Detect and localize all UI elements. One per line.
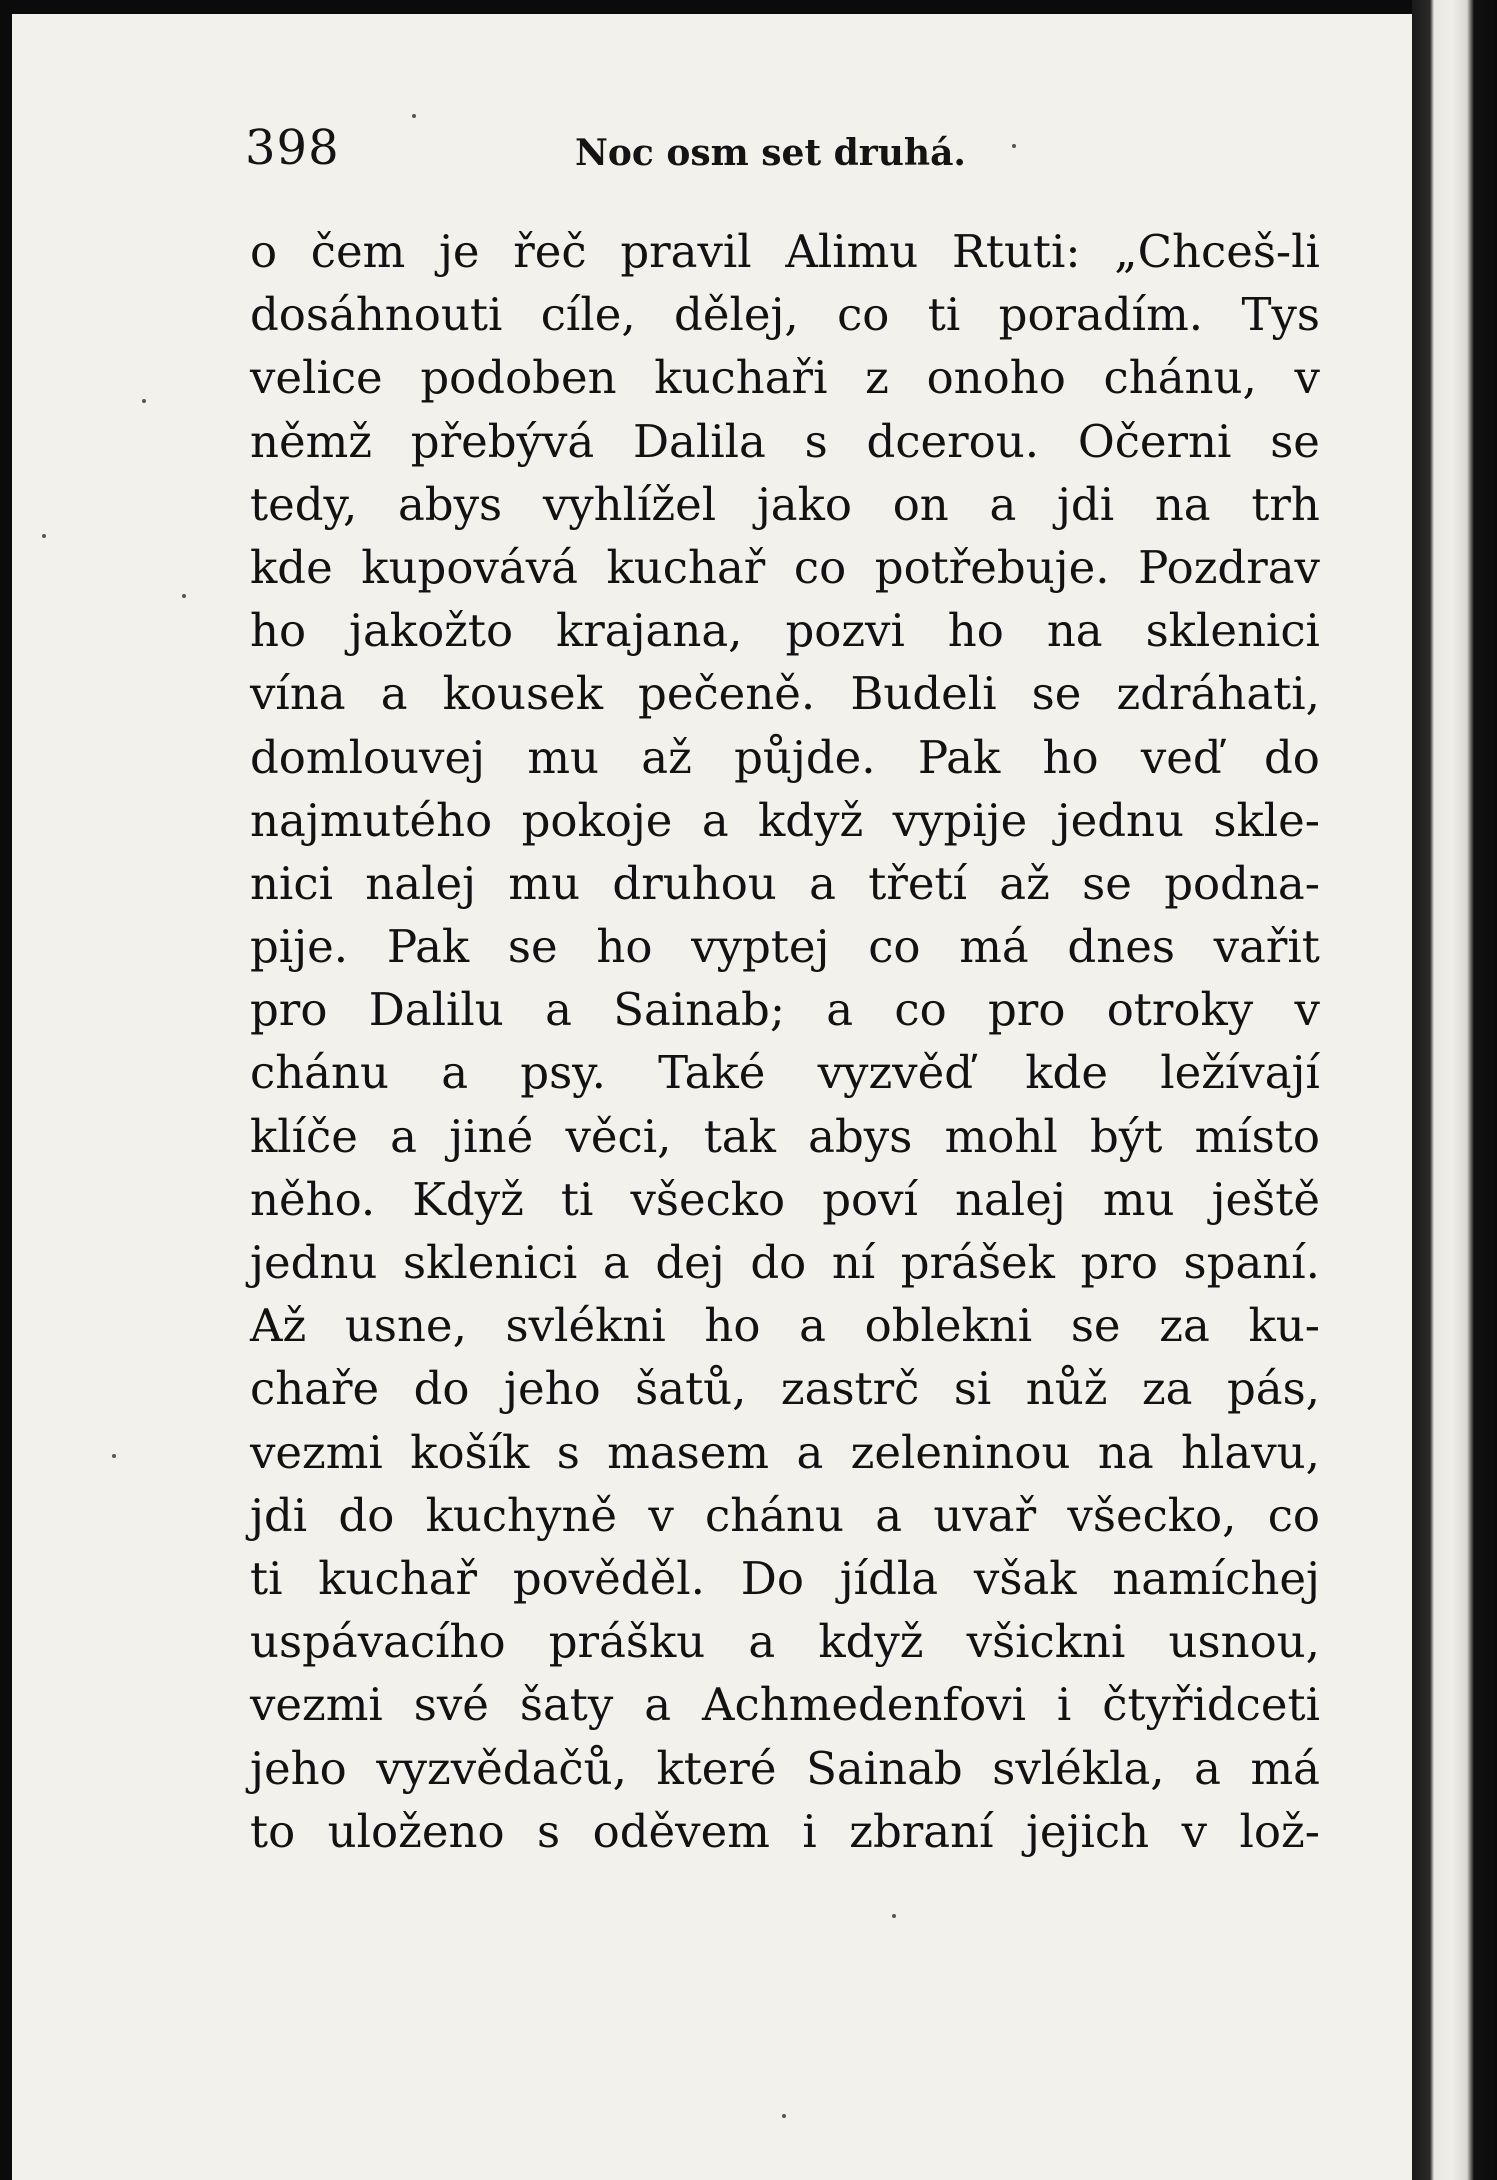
word: uloženo — [327, 1804, 505, 1858]
word: do — [413, 1362, 470, 1416]
word: lož- — [1239, 1804, 1320, 1858]
word: dělej, — [674, 288, 799, 342]
word: chánu, — [1103, 351, 1257, 405]
paper-speck — [1012, 144, 1016, 148]
word: čtyřidceti — [1102, 1678, 1320, 1732]
word: pověděl. — [512, 1551, 705, 1605]
word: Sainab — [806, 1741, 963, 1795]
word: masem — [607, 1425, 770, 1479]
word: ho — [704, 1299, 761, 1353]
word: má — [959, 920, 1029, 974]
word: nalej — [955, 1172, 1066, 1226]
word: ní — [831, 1236, 876, 1289]
word: kuchař — [606, 540, 766, 594]
word: Tys — [1241, 288, 1320, 342]
text-line — [250, 1168, 1320, 1231]
text-line — [250, 1357, 1320, 1420]
word: krajana, — [555, 604, 743, 658]
word: tak — [703, 1109, 776, 1163]
word: jdi — [1056, 477, 1115, 531]
word: které — [656, 1741, 777, 1795]
word: ku- — [1248, 1299, 1320, 1353]
word: se — [1031, 667, 1082, 721]
word: klíče — [250, 1109, 358, 1163]
text-line — [250, 662, 1320, 725]
word: a — [796, 1425, 824, 1479]
word: poradím. — [998, 288, 1204, 342]
word: on — [892, 477, 949, 531]
word: a — [545, 983, 572, 1037]
word: je — [438, 225, 480, 278]
word: chaře — [250, 1362, 380, 1416]
word: za — [1141, 1362, 1193, 1416]
word: Dalilu — [368, 983, 504, 1037]
word: Pak — [917, 730, 1001, 784]
word: ještě — [1211, 1172, 1320, 1226]
word: kde — [250, 540, 333, 594]
word: Sainab; — [613, 983, 786, 1037]
word: pokoje — [521, 793, 673, 847]
word: velice — [250, 351, 383, 405]
paper-speck — [182, 594, 186, 598]
word: zdráhati, — [1116, 667, 1320, 721]
word: třetí — [868, 856, 967, 910]
word: co — [1267, 1488, 1320, 1542]
word: jako — [756, 477, 852, 531]
word: usne, — [344, 1299, 467, 1353]
word: pije. — [250, 920, 349, 974]
word: a — [701, 793, 729, 847]
word: a — [602, 1236, 630, 1289]
word: Když — [412, 1172, 524, 1226]
word: veď — [1140, 730, 1222, 784]
word: šaty — [519, 1678, 614, 1732]
word: mu — [508, 856, 581, 910]
text-line — [250, 1484, 1320, 1547]
word: do — [750, 1236, 807, 1289]
word: dnes — [1067, 920, 1175, 974]
word: na — [1046, 604, 1103, 658]
word: ti — [560, 1172, 594, 1226]
word: domlouvej — [250, 730, 486, 784]
text-line — [250, 1105, 1320, 1168]
word: Také — [658, 1046, 766, 1100]
word: „Chceš-li — [1114, 225, 1320, 278]
word: se — [1070, 1299, 1121, 1353]
page-number: 398 — [245, 120, 340, 176]
word: kupovává — [361, 540, 578, 594]
word: abys — [808, 1109, 913, 1163]
word: Pozdrav — [1138, 540, 1320, 594]
word: jeho — [250, 1741, 347, 1795]
word: pravil — [620, 225, 752, 278]
word: vezmi — [250, 1678, 383, 1732]
word: v — [1294, 351, 1320, 405]
word: přebývá — [410, 414, 595, 468]
word: otroky — [1106, 983, 1254, 1037]
word: o — [250, 225, 278, 278]
text-line — [250, 473, 1320, 536]
word: zastrč — [780, 1362, 920, 1416]
word: všecko, — [1067, 1488, 1237, 1542]
word: namíchej — [1112, 1551, 1320, 1605]
running-title: Noc osm set druhá. — [575, 132, 966, 174]
word: ležívají — [1160, 1046, 1320, 1100]
word: Pak — [386, 920, 470, 974]
word: i — [802, 1804, 817, 1858]
word: místo — [1194, 1109, 1320, 1163]
word: všecko — [630, 1172, 786, 1226]
word: co — [837, 288, 890, 342]
word: němž — [250, 414, 372, 468]
word: nalej — [365, 856, 477, 910]
word: mu — [1102, 1172, 1175, 1226]
word: čem — [310, 225, 406, 278]
word: Rtuti: — [951, 225, 1081, 278]
word: kde — [1025, 1046, 1108, 1100]
word: s — [804, 414, 828, 468]
running-head — [245, 120, 1005, 190]
word: když — [758, 793, 864, 847]
word: řeč — [513, 225, 587, 278]
word: co — [868, 920, 921, 974]
word: pro — [1080, 1236, 1158, 1289]
word: co — [793, 540, 847, 594]
word: pečeně. — [638, 667, 816, 721]
word: se — [1270, 414, 1320, 468]
word: se — [507, 920, 558, 974]
text-line — [250, 978, 1320, 1041]
word: do — [338, 1488, 395, 1542]
text-line — [250, 1421, 1320, 1484]
word: zbraní — [849, 1804, 994, 1858]
word: prášku — [548, 1615, 706, 1669]
word: a — [809, 856, 836, 910]
word: v — [648, 1488, 674, 1542]
word: Budeli — [850, 667, 997, 721]
word: i — [1056, 1678, 1072, 1732]
word: Do — [740, 1551, 804, 1605]
word: jiné — [449, 1109, 534, 1163]
word: usnou, — [1168, 1615, 1320, 1669]
word: se — [1082, 856, 1132, 910]
word: Alimu — [785, 225, 919, 278]
word: tedy, — [250, 477, 358, 531]
text-line — [250, 1041, 1320, 1104]
word: dej — [655, 1236, 725, 1289]
word: spaní. — [1183, 1236, 1320, 1289]
word: do — [1264, 730, 1320, 784]
text-line — [250, 852, 1320, 915]
text-line — [250, 1294, 1320, 1357]
word: a — [826, 983, 854, 1037]
word: jakožto — [349, 604, 514, 658]
word: na — [1097, 1425, 1154, 1479]
word: mohl — [944, 1109, 1058, 1163]
paper-speck — [892, 1914, 896, 1918]
word: ho — [1042, 730, 1099, 784]
word: jednu — [1056, 793, 1184, 847]
word: šatů, — [635, 1362, 747, 1416]
word: kuchyně — [425, 1488, 618, 1542]
paper-speck — [42, 534, 46, 538]
word: vyzvědačů, — [376, 1741, 627, 1795]
word: sklenici — [402, 1236, 578, 1289]
word: si — [953, 1362, 992, 1416]
body-text — [250, 220, 1320, 1863]
word: potřebuje. — [874, 540, 1110, 594]
word: a — [748, 1615, 776, 1669]
word: svlékla, — [992, 1741, 1165, 1795]
word: vypije — [892, 793, 1028, 847]
word: jednu — [250, 1236, 378, 1289]
word: všickni — [966, 1615, 1126, 1669]
word: s — [556, 1425, 580, 1479]
text-line — [250, 220, 1320, 283]
word: kuchař — [318, 1551, 478, 1605]
word: nici — [250, 856, 333, 910]
word: sklenici — [1145, 604, 1320, 658]
word: pozvi — [785, 604, 905, 658]
text-line — [250, 410, 1320, 473]
word: kousek — [442, 667, 603, 721]
paper-speck — [112, 1454, 116, 1458]
word: a — [644, 1678, 672, 1732]
word: ti — [927, 288, 961, 342]
word: pro — [250, 983, 328, 1037]
text-line — [250, 789, 1320, 852]
text-line — [250, 346, 1320, 409]
word: druhou — [612, 856, 777, 910]
text-line — [250, 599, 1320, 662]
text-line — [250, 1231, 1320, 1294]
word: onoho — [926, 351, 1066, 405]
word: ho — [947, 604, 1004, 658]
word: být — [1090, 1109, 1163, 1163]
text-line — [250, 283, 1320, 346]
word: cíle, — [540, 288, 636, 342]
word: skle- — [1213, 793, 1320, 847]
text-line — [250, 1547, 1320, 1610]
word: až — [999, 856, 1050, 910]
word: psy. — [520, 1046, 606, 1100]
word: dcerou. — [866, 414, 1040, 468]
word: jdi — [250, 1488, 308, 1542]
word: a — [380, 667, 408, 721]
word: a — [1194, 1741, 1221, 1795]
word: svlékni — [505, 1299, 666, 1353]
word: dosáhnouti — [250, 288, 503, 342]
word: jeho — [504, 1362, 601, 1416]
word: prášek — [900, 1236, 1055, 1289]
word: chánu — [705, 1488, 845, 1542]
word: najmutého — [250, 793, 493, 847]
word: ho — [596, 920, 653, 974]
word: kuchaři — [654, 351, 828, 405]
paper-speck — [782, 2114, 786, 2118]
word: podoben — [420, 351, 617, 405]
word: poví — [822, 1172, 918, 1226]
word: hlavu, — [1181, 1425, 1320, 1479]
word: z — [865, 351, 889, 405]
word: a — [989, 477, 1017, 531]
word: a — [799, 1299, 826, 1353]
word: oblekni — [864, 1299, 1033, 1353]
word: košík — [410, 1425, 530, 1479]
word: mu — [527, 730, 599, 784]
word: Až — [250, 1299, 307, 1353]
word: půjde. — [734, 730, 876, 784]
word: na — [1154, 477, 1211, 531]
word: Dalila — [632, 414, 766, 468]
word: své — [413, 1678, 489, 1732]
word: vyhlížel — [542, 477, 717, 531]
word: za — [1159, 1299, 1210, 1353]
word: uvař — [933, 1488, 1037, 1542]
word: však — [973, 1551, 1077, 1605]
word: vařit — [1213, 920, 1320, 974]
word: ho — [250, 604, 307, 658]
word: zeleninou — [850, 1425, 1071, 1479]
word: má — [1250, 1741, 1320, 1795]
text-line — [250, 915, 1320, 978]
word: jejich — [1025, 1804, 1150, 1858]
word: až — [641, 730, 692, 784]
word: vezmi — [250, 1425, 383, 1479]
word: vyptej — [691, 920, 830, 974]
word: jídla — [839, 1551, 939, 1605]
text-line — [250, 1800, 1320, 1863]
word: v — [1181, 1804, 1208, 1858]
word: Achmedenfovi — [702, 1678, 1026, 1732]
word: podna- — [1164, 856, 1320, 910]
word: a — [390, 1109, 417, 1163]
text-line — [250, 1737, 1320, 1800]
paper-speck — [412, 114, 416, 118]
word: to — [250, 1804, 296, 1858]
word: věci, — [565, 1109, 672, 1163]
word: oděvem — [592, 1804, 770, 1858]
word: vyzvěď — [817, 1046, 974, 1100]
word: pro — [988, 983, 1066, 1037]
text-line — [250, 536, 1320, 599]
word: s — [537, 1804, 561, 1858]
word: co — [894, 983, 947, 1037]
word: něho. — [250, 1172, 376, 1226]
word: v — [1294, 983, 1320, 1037]
word: abys — [397, 477, 503, 531]
book-spine-edge — [1412, 0, 1497, 2180]
paper-speck — [142, 399, 146, 403]
word: chánu — [250, 1046, 389, 1100]
word: když — [818, 1615, 924, 1669]
word: nůž — [1025, 1362, 1108, 1416]
word: pás, — [1226, 1362, 1320, 1416]
text-line — [250, 726, 1320, 789]
word: a — [875, 1488, 903, 1542]
word: Očerni — [1077, 414, 1232, 468]
word: vína — [250, 667, 346, 721]
word: uspávacího — [250, 1615, 506, 1669]
word: trh — [1251, 477, 1320, 531]
word: a — [441, 1046, 469, 1100]
word: ti — [250, 1551, 283, 1605]
text-line — [250, 1673, 1320, 1736]
text-line — [250, 1610, 1320, 1673]
